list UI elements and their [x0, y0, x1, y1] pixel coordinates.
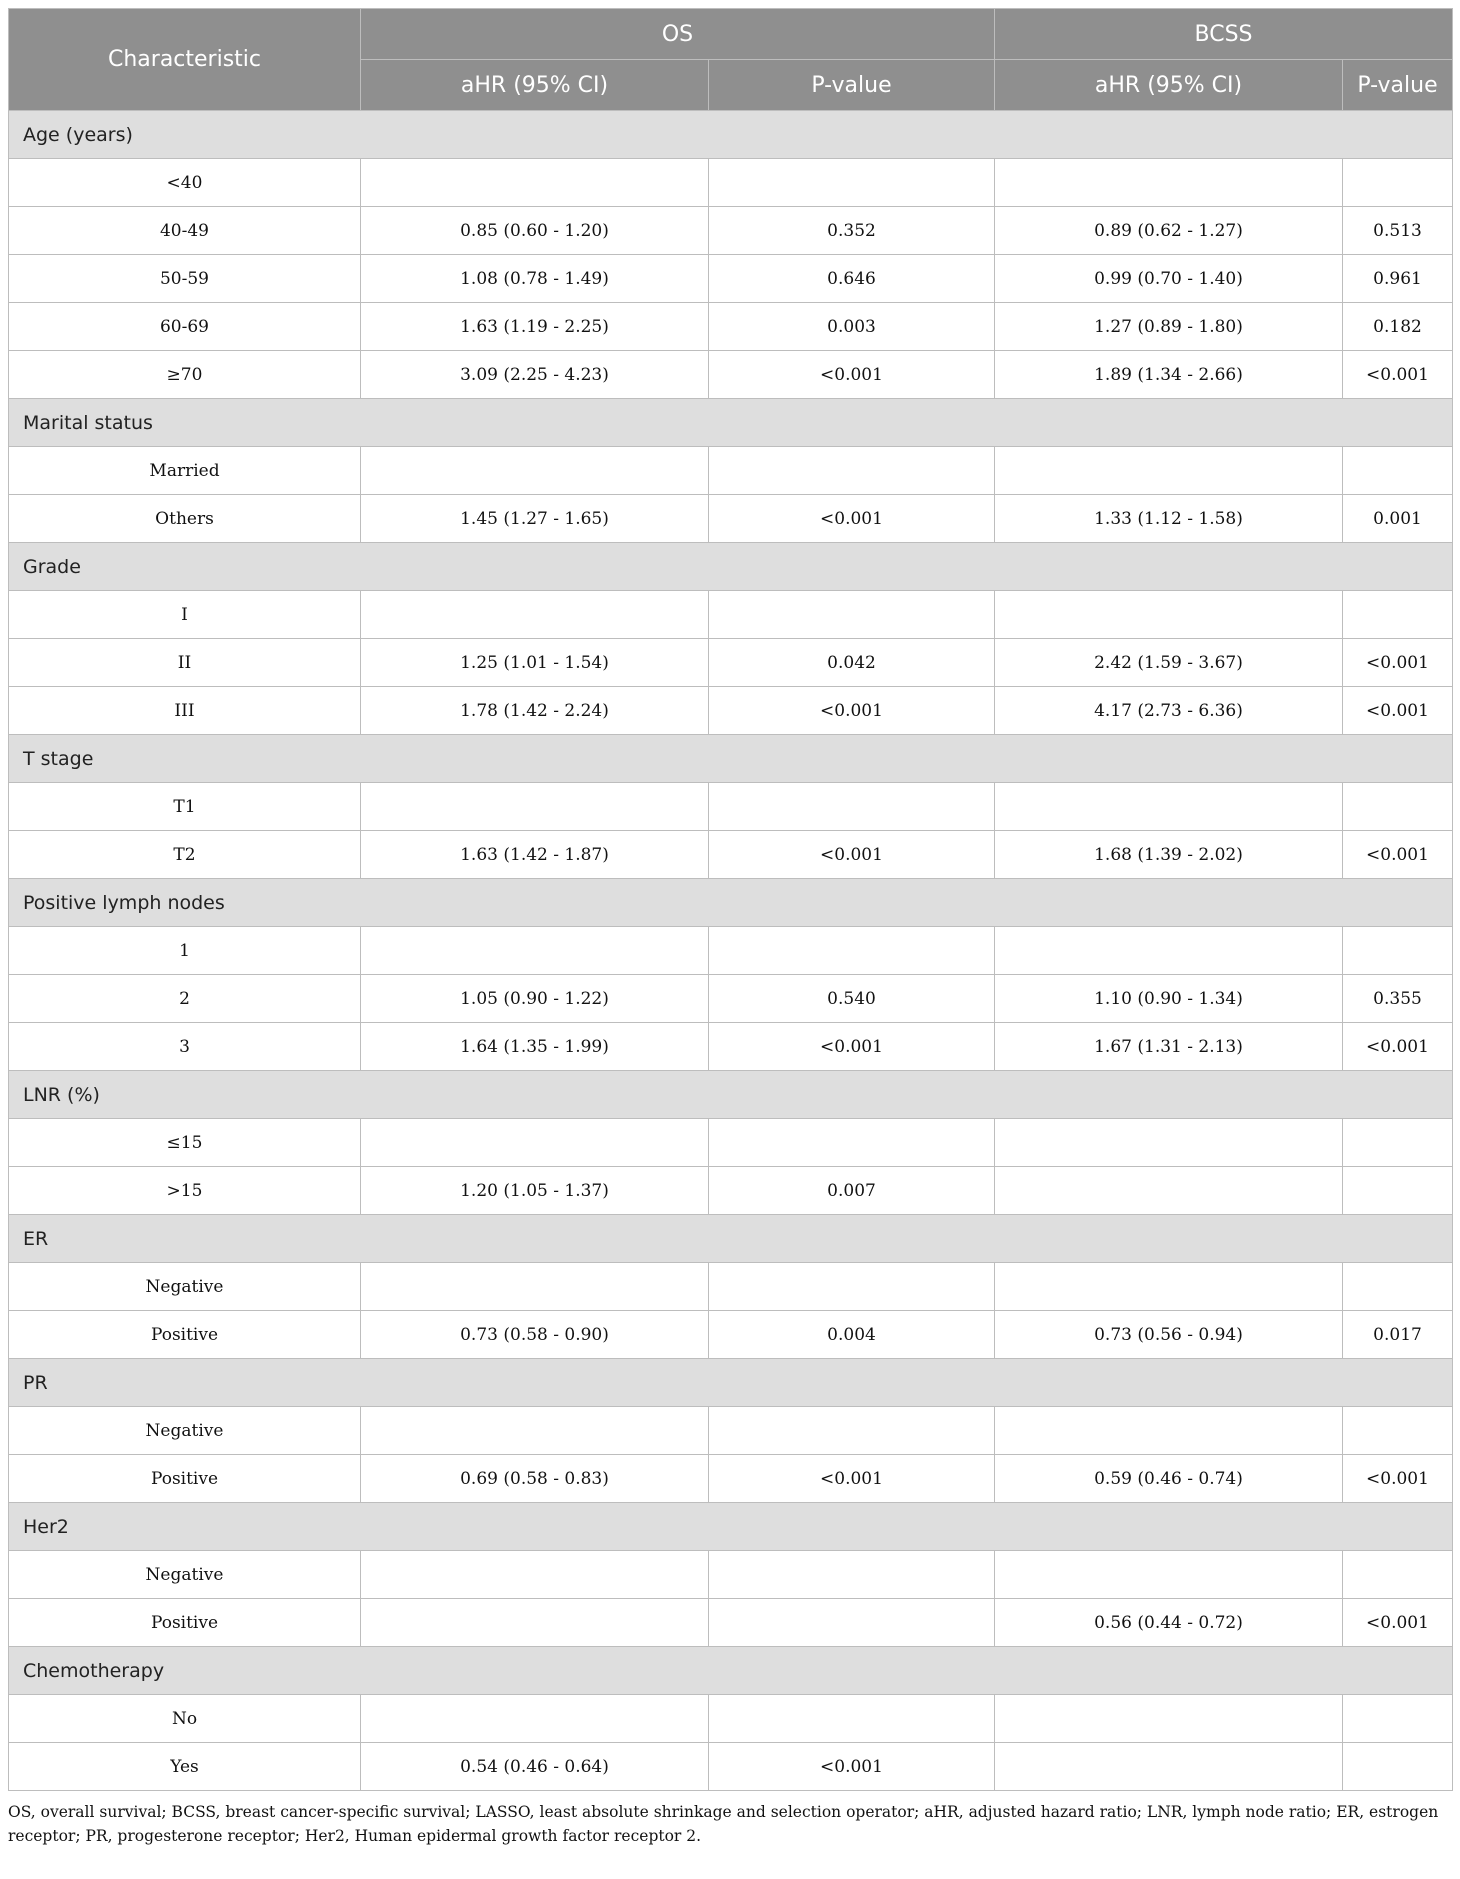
group-label: T stage	[9, 735, 1453, 783]
os-pvalue-cell	[709, 159, 995, 207]
table-row	[9, 1263, 1453, 1311]
os-ahr-cell	[361, 1407, 709, 1455]
os-ahr-cell	[361, 1599, 709, 1647]
header-bcss-pvalue: P-value	[1343, 60, 1453, 111]
bcss-pvalue-cell	[1343, 159, 1453, 207]
table-row	[9, 687, 1453, 735]
table-row	[9, 591, 1453, 639]
header-characteristic: Characteristic	[9, 9, 361, 111]
row-category: Married	[9, 447, 361, 495]
os-pvalue-cell: <0.001	[709, 1455, 995, 1503]
table-row	[9, 351, 1453, 399]
header-bcss-ahr: aHR (95% CI)	[995, 60, 1343, 111]
os-ahr-cell	[361, 927, 709, 975]
bcss-ahr-cell: 1.89 (1.34 - 2.66)	[995, 351, 1343, 399]
bcss-pvalue-cell	[1343, 1743, 1453, 1791]
row-category: No	[9, 1695, 361, 1743]
bcss-pvalue-cell: <0.001	[1343, 351, 1453, 399]
group-row	[9, 1359, 1453, 1407]
os-ahr-cell: 1.08 (0.78 - 1.49)	[361, 255, 709, 303]
os-pvalue-cell: <0.001	[709, 687, 995, 735]
os-ahr-cell: 1.05 (0.90 - 1.22)	[361, 975, 709, 1023]
group-row	[9, 543, 1453, 591]
bcss-ahr-cell	[995, 1119, 1343, 1167]
table-footnote: OS, overall survival; BCSS, breast cancer-specific survival; LASSO, least absolute shrinkage and selection operator; aHR, adjusted hazard ratio; LNR, lymph node ratio; ER, estrogen receptor; PR, progesterone receptor; Her2, Human epidermal growth factor receptor 2.	[8, 1803, 1439, 1845]
table-row	[9, 159, 1453, 207]
bcss-ahr-cell	[995, 1263, 1343, 1311]
table-row	[9, 783, 1453, 831]
os-pvalue-cell: <0.001	[709, 495, 995, 543]
table-row	[9, 1551, 1453, 1599]
table-row	[9, 1167, 1453, 1215]
os-pvalue-cell: 0.004	[709, 1311, 995, 1359]
header-os: OS	[361, 9, 995, 60]
bcss-pvalue-cell: 0.017	[1343, 1311, 1453, 1359]
table-row	[9, 447, 1453, 495]
table-row	[9, 1311, 1453, 1359]
bcss-pvalue-cell	[1343, 1119, 1453, 1167]
row-category: II	[9, 639, 361, 687]
os-pvalue-cell: 0.352	[709, 207, 995, 255]
os-pvalue-cell	[709, 927, 995, 975]
row-category: I	[9, 591, 361, 639]
os-ahr-cell	[361, 783, 709, 831]
bcss-pvalue-cell	[1343, 447, 1453, 495]
os-pvalue-cell: <0.001	[709, 1023, 995, 1071]
bcss-ahr-cell	[995, 783, 1343, 831]
group-row	[9, 111, 1453, 159]
os-pvalue-cell	[709, 447, 995, 495]
bcss-ahr-cell	[995, 159, 1343, 207]
bcss-ahr-cell: 0.73 (0.56 - 0.94)	[995, 1311, 1343, 1359]
group-row	[9, 1071, 1453, 1119]
group-row	[9, 399, 1453, 447]
os-ahr-cell: 0.73 (0.58 - 0.90)	[361, 1311, 709, 1359]
os-ahr-cell: 1.63 (1.42 - 1.87)	[361, 831, 709, 879]
row-category: T2	[9, 831, 361, 879]
row-category: Positive	[9, 1455, 361, 1503]
os-ahr-cell	[361, 1695, 709, 1743]
bcss-ahr-cell	[995, 927, 1343, 975]
bcss-pvalue-cell: 0.001	[1343, 495, 1453, 543]
bcss-pvalue-cell	[1343, 927, 1453, 975]
os-ahr-cell: 1.78 (1.42 - 2.24)	[361, 687, 709, 735]
table-row	[9, 1455, 1453, 1503]
bcss-pvalue-cell: 0.355	[1343, 975, 1453, 1023]
bcss-ahr-cell: 4.17 (2.73 - 6.36)	[995, 687, 1343, 735]
table-body	[9, 111, 1453, 1791]
table-container	[8, 8, 1452, 1848]
row-category: ≥70	[9, 351, 361, 399]
os-pvalue-cell: <0.001	[709, 351, 995, 399]
bcss-ahr-cell: 0.99 (0.70 - 1.40)	[995, 255, 1343, 303]
os-ahr-cell: 1.25 (1.01 - 1.54)	[361, 639, 709, 687]
row-category: T1	[9, 783, 361, 831]
bcss-ahr-cell: 1.67 (1.31 - 2.13)	[995, 1023, 1343, 1071]
bcss-pvalue-cell: <0.001	[1343, 1023, 1453, 1071]
row-category: Others	[9, 495, 361, 543]
table-row	[9, 303, 1453, 351]
os-pvalue-cell	[709, 1119, 995, 1167]
results-table	[8, 8, 1453, 1791]
bcss-pvalue-cell	[1343, 783, 1453, 831]
os-ahr-cell: 3.09 (2.25 - 4.23)	[361, 351, 709, 399]
os-pvalue-cell	[709, 1551, 995, 1599]
row-category: ≤15	[9, 1119, 361, 1167]
group-row	[9, 1215, 1453, 1263]
bcss-ahr-cell: 0.59 (0.46 - 0.74)	[995, 1455, 1343, 1503]
row-category: III	[9, 687, 361, 735]
bcss-ahr-cell: 2.42 (1.59 - 3.67)	[995, 639, 1343, 687]
row-category: Yes	[9, 1743, 361, 1791]
os-ahr-cell: 0.85 (0.60 - 1.20)	[361, 207, 709, 255]
os-pvalue-cell: 0.646	[709, 255, 995, 303]
os-ahr-cell: 1.64 (1.35 - 1.99)	[361, 1023, 709, 1071]
group-label: ER	[9, 1215, 1453, 1263]
table-row	[9, 1407, 1453, 1455]
row-category: Negative	[9, 1263, 361, 1311]
os-pvalue-cell	[709, 1695, 995, 1743]
group-label: Age (years)	[9, 111, 1453, 159]
os-pvalue-cell	[709, 591, 995, 639]
os-ahr-cell: 0.69 (0.58 - 0.83)	[361, 1455, 709, 1503]
os-ahr-cell	[361, 1119, 709, 1167]
os-pvalue-cell: 0.540	[709, 975, 995, 1023]
os-pvalue-cell	[709, 783, 995, 831]
bcss-ahr-cell	[995, 1551, 1343, 1599]
table-row	[9, 495, 1453, 543]
bcss-ahr-cell	[995, 591, 1343, 639]
header-os-ahr: aHR (95% CI)	[361, 60, 709, 111]
bcss-pvalue-cell	[1343, 1407, 1453, 1455]
table-row	[9, 1119, 1453, 1167]
row-category: Positive	[9, 1599, 361, 1647]
bcss-ahr-cell: 1.10 (0.90 - 1.34)	[995, 975, 1343, 1023]
table-row	[9, 1743, 1453, 1791]
row-category: 40-49	[9, 207, 361, 255]
os-ahr-cell	[361, 1551, 709, 1599]
bcss-pvalue-cell: <0.001	[1343, 687, 1453, 735]
table-header	[9, 9, 1453, 111]
table-row	[9, 207, 1453, 255]
header-bcss: BCSS	[995, 9, 1453, 60]
group-row	[9, 1647, 1453, 1695]
group-label: Positive lymph nodes	[9, 879, 1453, 927]
table-row	[9, 1599, 1453, 1647]
group-label: LNR (%)	[9, 1071, 1453, 1119]
os-pvalue-cell: 0.003	[709, 303, 995, 351]
row-category: >15	[9, 1167, 361, 1215]
os-pvalue-cell: 0.007	[709, 1167, 995, 1215]
bcss-ahr-cell: 1.68 (1.39 - 2.02)	[995, 831, 1343, 879]
bcss-pvalue-cell: <0.001	[1343, 1455, 1453, 1503]
table-row	[9, 255, 1453, 303]
bcss-pvalue-cell: <0.001	[1343, 1599, 1453, 1647]
group-label: Marital status	[9, 399, 1453, 447]
bcss-ahr-cell	[995, 1407, 1343, 1455]
group-row	[9, 1503, 1453, 1551]
table-row	[9, 1023, 1453, 1071]
bcss-pvalue-cell: 0.961	[1343, 255, 1453, 303]
bcss-ahr-cell: 0.56 (0.44 - 0.72)	[995, 1599, 1343, 1647]
row-category: 50-59	[9, 255, 361, 303]
bcss-pvalue-cell: 0.513	[1343, 207, 1453, 255]
os-pvalue-cell: 0.042	[709, 639, 995, 687]
row-category: Positive	[9, 1311, 361, 1359]
bcss-pvalue-cell	[1343, 1695, 1453, 1743]
os-pvalue-cell	[709, 1407, 995, 1455]
bcss-ahr-cell: 0.89 (0.62 - 1.27)	[995, 207, 1343, 255]
row-category: <40	[9, 159, 361, 207]
bcss-pvalue-cell	[1343, 1551, 1453, 1599]
bcss-pvalue-cell: 0.182	[1343, 303, 1453, 351]
bcss-ahr-cell: 1.33 (1.12 - 1.58)	[995, 495, 1343, 543]
bcss-pvalue-cell: <0.001	[1343, 639, 1453, 687]
os-ahr-cell: 1.63 (1.19 - 2.25)	[361, 303, 709, 351]
group-label: Chemotherapy	[9, 1647, 1453, 1695]
os-ahr-cell	[361, 159, 709, 207]
os-ahr-cell: 0.54 (0.46 - 0.64)	[361, 1743, 709, 1791]
table-row	[9, 639, 1453, 687]
table-row	[9, 1695, 1453, 1743]
bcss-ahr-cell	[995, 447, 1343, 495]
bcss-pvalue-cell	[1343, 591, 1453, 639]
os-ahr-cell: 1.45 (1.27 - 1.65)	[361, 495, 709, 543]
os-ahr-cell	[361, 591, 709, 639]
group-row	[9, 879, 1453, 927]
row-category: 2	[9, 975, 361, 1023]
bcss-ahr-cell	[995, 1695, 1343, 1743]
os-pvalue-cell: <0.001	[709, 831, 995, 879]
table-row	[9, 927, 1453, 975]
header-os-pvalue: P-value	[709, 60, 995, 111]
bcss-ahr-cell: 1.27 (0.89 - 1.80)	[995, 303, 1343, 351]
os-ahr-cell	[361, 447, 709, 495]
group-label: Her2	[9, 1503, 1453, 1551]
os-pvalue-cell	[709, 1599, 995, 1647]
group-label: Grade	[9, 543, 1453, 591]
row-category: Negative	[9, 1407, 361, 1455]
os-ahr-cell	[361, 1263, 709, 1311]
group-label: PR	[9, 1359, 1453, 1407]
bcss-pvalue-cell	[1343, 1167, 1453, 1215]
os-pvalue-cell	[709, 1263, 995, 1311]
row-category: 60-69	[9, 303, 361, 351]
row-category: 3	[9, 1023, 361, 1071]
row-category: Negative	[9, 1551, 361, 1599]
bcss-ahr-cell	[995, 1743, 1343, 1791]
os-pvalue-cell: <0.001	[709, 1743, 995, 1791]
bcss-pvalue-cell	[1343, 1263, 1453, 1311]
os-ahr-cell: 1.20 (1.05 - 1.37)	[361, 1167, 709, 1215]
bcss-pvalue-cell: <0.001	[1343, 831, 1453, 879]
row-category: 1	[9, 927, 361, 975]
bcss-ahr-cell	[995, 1167, 1343, 1215]
group-row	[9, 735, 1453, 783]
table-row	[9, 975, 1453, 1023]
table-row	[9, 831, 1453, 879]
